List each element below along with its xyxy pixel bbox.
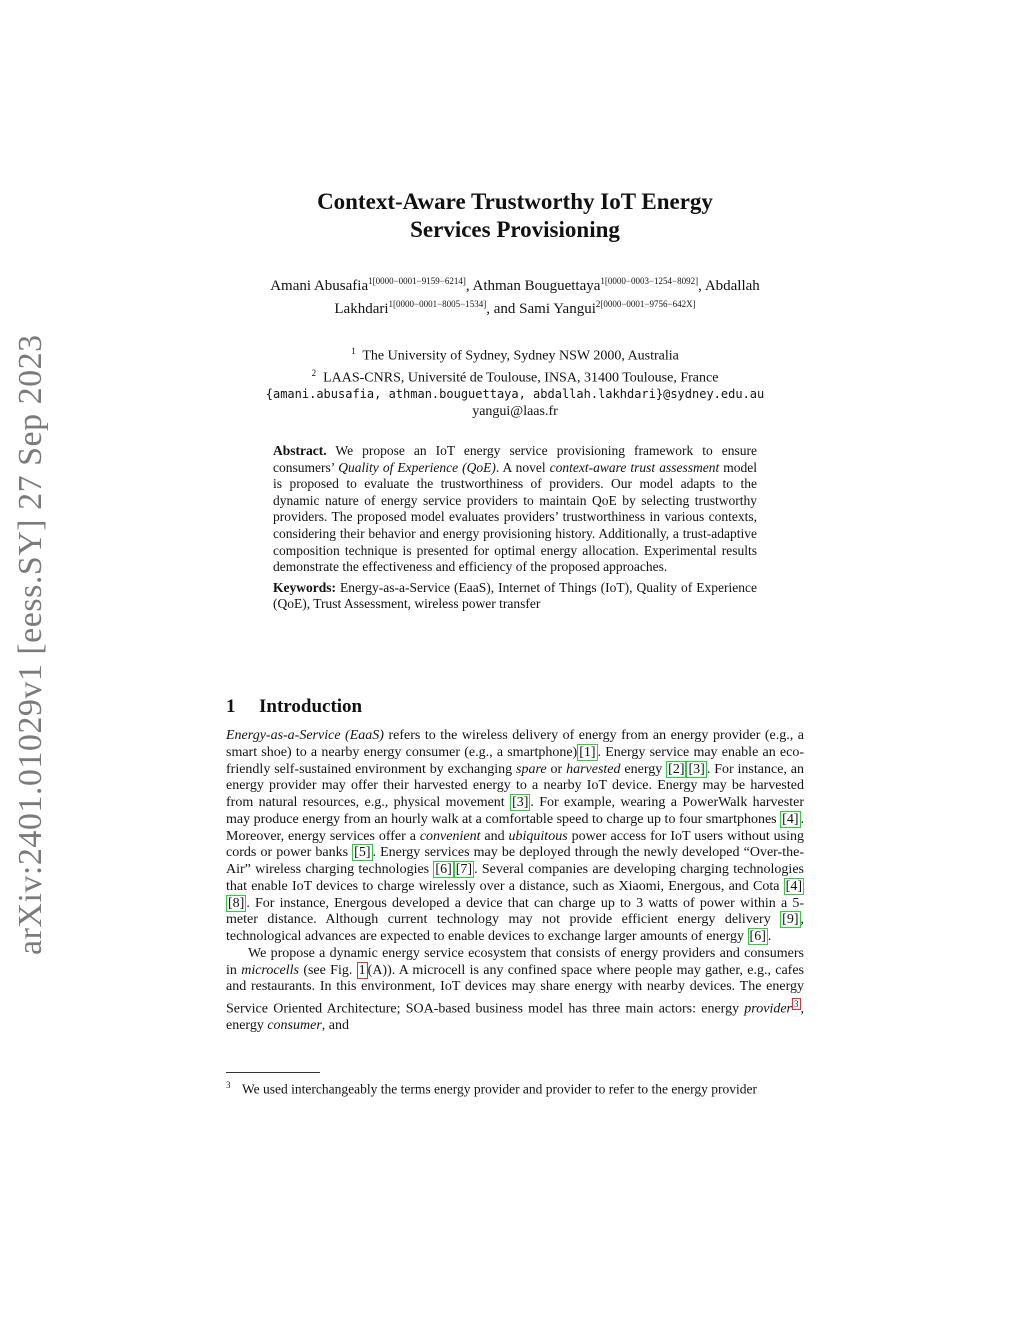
emphasis: context-aware trust assessment [549, 459, 720, 475]
keywords-label: Keywords: [273, 579, 336, 595]
text-run: and [480, 828, 509, 844]
text-run: , technological advances are expected to enable devices to exchange larger amounts of energy [226, 912, 804, 944]
emphasis: Energy-as-a-Service (EaaS) [226, 728, 384, 743]
citation-link[interactable]: [3] [688, 761, 705, 777]
author-name: , Abdallah Lakhdari [334, 278, 760, 317]
affiliation-1 [226, 343, 804, 365]
citation-link[interactable]: [3] [512, 795, 529, 810]
text-run: , and [321, 1018, 349, 1034]
text-run: . Moreover, energy services offer a [226, 811, 804, 844]
citation-link[interactable]: [2] [668, 761, 685, 777]
emphasis: spare [516, 761, 547, 777]
text-run: (A)). A microcell is any confined space where people may gather, e.g., cafes and restaurants. In this environment, IoT devices may share energy with nearby devices. The energy Service Oriented Architecture; SOA-based business model has three main actors: energy [226, 962, 804, 1017]
abstract-text [273, 443, 757, 576]
text-run: power access for IoT users without using cords or power banks [226, 828, 804, 861]
emphasis: ubiquitous [508, 828, 568, 844]
affiliation-text: The University of Sydney, Sydney NSW 2000, Australia [362, 348, 679, 364]
text-run: . Energy services may be deployed through the newly developed “Over-the-Air” wireless charging technologies [226, 845, 804, 877]
author-email-2: yangui@laas.fr [472, 404, 558, 420]
emphasis: provider [744, 1001, 792, 1017]
orcid: 1[0000−0001−8005−1534] [388, 299, 487, 309]
emphasis: convenient [419, 828, 481, 844]
affiliations [226, 343, 804, 420]
citation-link[interactable]: [5] [354, 845, 371, 861]
citation-link[interactable]: [4] [782, 811, 799, 827]
citation-link[interactable]: [7] [455, 862, 473, 877]
citation-link[interactable]: [9] [782, 912, 799, 928]
keywords [273, 580, 757, 613]
footnote-divider [226, 1072, 320, 1073]
author-name: , Athman Bouguettaya [465, 278, 601, 294]
citation-link[interactable]: [6] [749, 929, 766, 944]
orcid: 1[0000−0003−1254−8092] [600, 276, 699, 286]
affiliation-2 [226, 365, 804, 387]
footnote-text: We used interchangeably the terms energy provider and provider to refer to the energy provider [242, 1081, 757, 1097]
emphasis: harvested [566, 761, 621, 777]
text-run: We propose a dynamic energy service ecosystem that consists of energy providers and consumers in [226, 945, 804, 978]
title-line-2: Services Provisioning [410, 217, 620, 242]
section-number: 1 [226, 696, 236, 717]
affiliation-number: 1 [351, 346, 356, 356]
text-run: . A novel [495, 459, 550, 475]
keywords-text: Energy-as-a-Service (EaaS), Internet of Things (IoT), Quality of Experience (QoE), Trust Assessment, wireless power transfer [273, 579, 757, 612]
abstract [273, 443, 757, 613]
citation-link[interactable]: [8] [228, 895, 245, 911]
emphasis: microcells [241, 962, 300, 978]
text-run: . Energy service may enable an eco-friendly self-sustained environment by exchanging [226, 744, 804, 777]
text-run: . For example, wearing a PowerWalk harvester may produce energy from an hourly walk at a comfortable speed to charge up to four smartphones [226, 795, 804, 827]
citation-link[interactable]: [1] [579, 744, 596, 760]
footnote-text-block [226, 1077, 804, 1098]
text-run: (see Fig. [299, 962, 357, 978]
author-name: , and Sami Yangui [486, 301, 596, 317]
footnote-link[interactable]: 3 [794, 999, 799, 1009]
citation-link[interactable]: [6] [435, 862, 452, 877]
paper-title [226, 188, 804, 244]
text-run: energy [620, 761, 667, 777]
orcid: 1[0000−0001−9159−6214] [368, 276, 466, 286]
text-run: We propose an IoT energy service provisioning framework to ensure consumers’ [273, 443, 757, 475]
author-list [226, 272, 804, 318]
citation-link[interactable]: [4] [785, 878, 802, 894]
text-run: , energy [226, 1001, 804, 1034]
paragraph-2 [226, 946, 804, 1035]
text-run: . For instance, Energous developed a device that can charge up to 3 watts of power within a 5-meter distance. Although current technology may not provide efficient energy delivery [226, 895, 804, 928]
section-title: Introduction [259, 696, 363, 717]
section-heading [226, 696, 362, 718]
abstract-label: Abstract. [273, 443, 327, 458]
text-run: . For instance, an energy provider may offer their harvested energy to a nearby IoT device. Energy may be harvested from natural resources, e.g., physical movement [226, 761, 805, 810]
text-run: . [767, 929, 772, 944]
emphasis: Quality of Experience (QoE) [338, 459, 496, 475]
text-run: refers to the wireless delivery of energy from an energy provider (e.g., a smart shoe) to a nearby energy consumer (e.g., a smartphone) [226, 728, 804, 760]
author-emails: {amani.abusafia, athman.bouguettaya, abdallah.lakhdari}@sydney.edu.au [265, 387, 765, 402]
introduction-body [226, 728, 804, 1035]
figure-link[interactable]: 1 [358, 962, 366, 978]
footnote [226, 1077, 804, 1098]
text-run: model is proposed to evaluate the trustworthiness of providers. Our model adapts to the dynamic nature of energy service providers to maintain QoE by selecting trustworthy providers. The proposed model evaluates providers’ trustworthiness in various contexts, considering their behavior and energy provisioning history. Additionally, a trust-adaptive composition technique is presented for optimal energy allocation. Experimental results demonstrate the effectiveness and efficiency of the proposed approaches. [273, 459, 757, 575]
orcid: 2[0000−0001−9756−642X] [595, 299, 696, 309]
emphasis: consumer [267, 1018, 322, 1034]
title-line-1: Context-Aware Trustworthy IoT Energy [317, 189, 713, 214]
text-run: or [546, 761, 567, 777]
paragraph-1 [226, 728, 804, 946]
arxiv-identifier: arXiv:2401.01029v1 [eess.SY] 27 Sep 2023 [12, 334, 49, 955]
affiliation-text: LAAS-CNRS, Université de Toulouse, INSA, 31400 Toulouse, France [323, 370, 719, 386]
text-run: . Several companies are developing charging technologies that enable IoT devices to charge wirelessly over a distance, such as Xiaomi, Energous, and Cota [226, 862, 804, 894]
footnote-number: 3 [226, 1080, 231, 1090]
author-name: Amani Abusafia [270, 278, 369, 294]
affiliation-number: 2 [311, 367, 317, 378]
